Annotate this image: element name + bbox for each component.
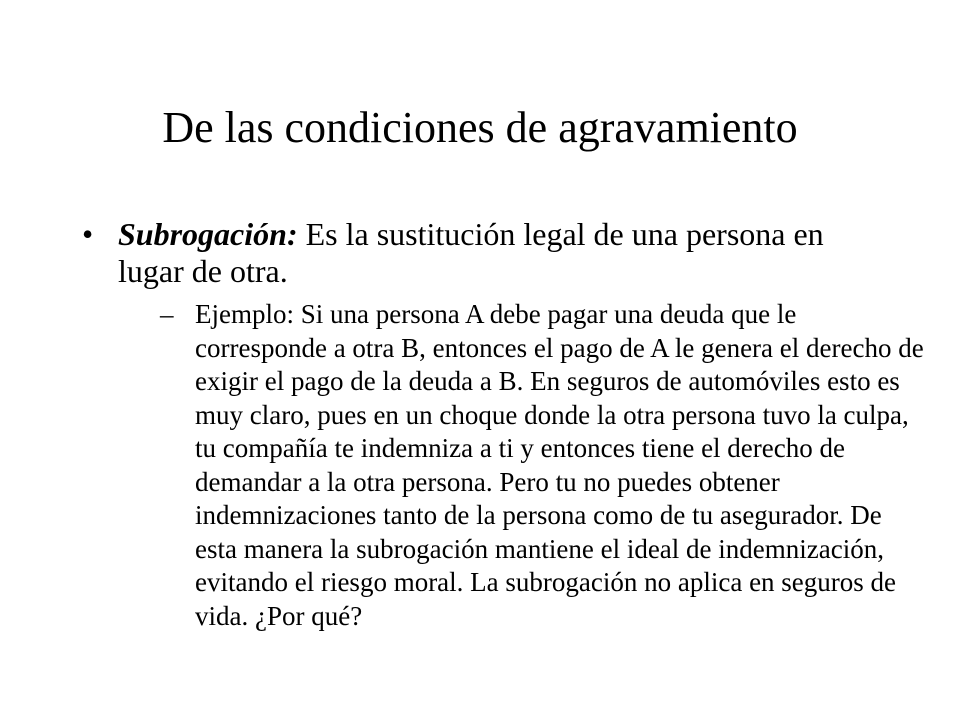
bullet-term: Subrogación: xyxy=(118,216,298,252)
bullet-list xyxy=(82,216,924,633)
sub-item-ejemplo xyxy=(160,298,925,633)
bullet-text: Es la sustitución legal de una persona en lugar de otra. xyxy=(118,216,824,289)
slide-title: De las condiciones de agravamiento xyxy=(162,103,798,152)
bullet-item-subrogacion xyxy=(82,216,882,290)
sub-item-text: Ejemplo: Si una persona A debe pagar una deuda que le corresponde a otra B, entonces el pago de A le genera el derecho de exigir el pago de la deuda a B. En seguros de automóviles esto es muy claro, pues en un choque donde la otra persona tuvo la culpa, tu compañía te indemniza a ti y entonces tiene el derecho de demandar a la otra persona. Pero tu no puedes obtener indemnizaciones tanto de la persona como de tu asegurador. De esta manera la subrogación mantiene el ideal de indemnización, evitando el riesgo moral. La subrogación no aplica en seguros de vida. ¿Por qué? xyxy=(195,299,924,631)
sub-bullet-marker: – xyxy=(160,299,174,329)
bullet-marker: • xyxy=(82,216,94,252)
